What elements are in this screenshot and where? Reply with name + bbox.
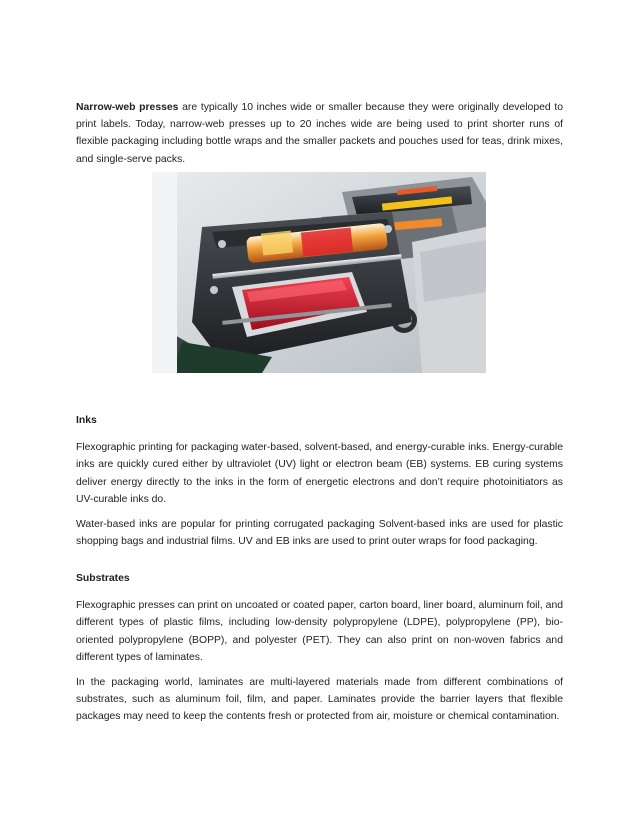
intro-lead-term: Narrow-web presses [76,102,179,113]
substrates-paragraph-1: Flexographic presses can print on uncoated or coated paper, carton board, liner board, aluminum foil, and different types of plastic films, including low-density polypropylene (LDPE), polypropylene (PP), bio-oriented polypropylene (BOPP), and polyester (PET). They can also print on non-woven fabrics and different types of laminates. [76,600,563,663]
inks-paragraph-1: Flexographic printing for packaging water-based, solvent-based, and energy-curable inks. Energy-curable inks are quickly cured either by ultraviolet (UV) light or electron beam (EB) systems. EB curing systems deliver energy directly to the inks in the form of energetic electrons and don’t require photoinitiators as UV-curable inks do. [76,442,563,505]
inks-heading: Inks [76,415,97,426]
printing-press-illustration [152,172,486,373]
inks-paragraph-2: Water-based inks are popular for printing corrugated packaging Solvent-based inks are used for plastic shopping bags and industrial films. UV and EB inks are used to print outer wraps for food packaging. [76,519,563,548]
intro-paragraph [76,99,563,168]
substrates-heading: Substrates [76,573,130,584]
substrates-section [76,570,563,734]
printing-press-photo [152,172,486,373]
intro-text: are typically 10 inches wide or smaller because they were originally developed to print labels. Today, narrow-web presses up to 20 inches wide are being used to print shorter runs of flexible packaging including bottle wraps and the smaller packets and pouches used for teas, drink mixes, and single-serve packs. [76,102,563,165]
inks-section [76,412,563,558]
intro-section [76,99,563,176]
substrates-paragraph-2: In the packaging world, laminates are multi-layered materials made from different combinations of substrates, such as aluminum foil, film, and paper. Laminates provide the barrier layers that flexible packages may need to keep the contents fresh or protected from air, moisture or chemical contamination. [76,677,563,723]
